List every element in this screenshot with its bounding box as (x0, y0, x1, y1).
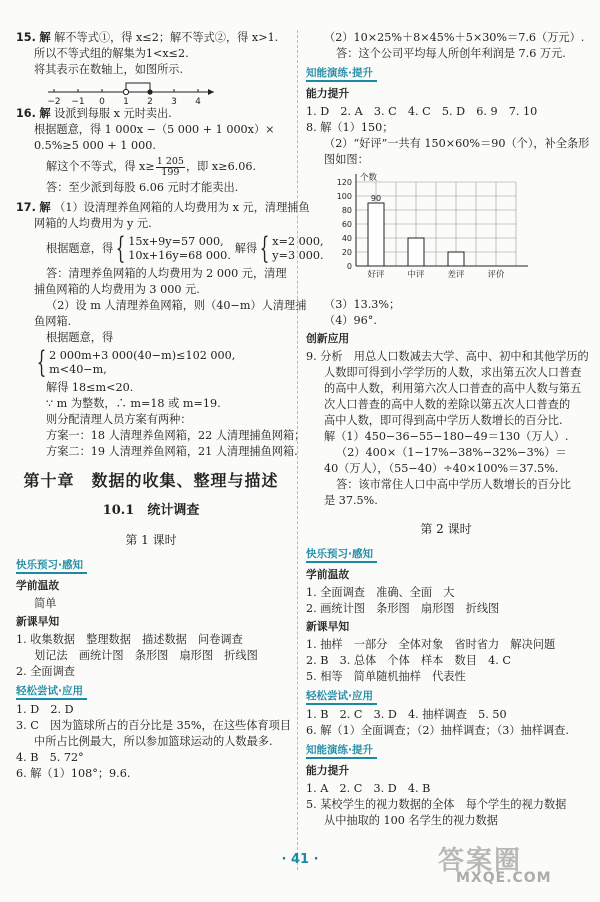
answer-line: 9. 分析 用总人口数减去大学、高中、初中和其他学历的 (306, 350, 589, 363)
solution-interval (126, 83, 150, 92)
tick-label: 2 (147, 97, 153, 106)
answer-line: 从中抽取的 100 名学生的视力数据 (324, 814, 498, 827)
bar (408, 238, 424, 266)
equation: x=2 000, (272, 235, 324, 248)
text-line: 答：清理养鱼网箱的人均费用为 2 000 元，清理 (46, 267, 287, 280)
bar-chart (326, 168, 566, 292)
inequality-system-line (16, 346, 286, 380)
problem-17 (16, 200, 310, 216)
text-line: 所以不等式组的解集为1<x≤2. (34, 47, 189, 60)
bar (368, 203, 384, 266)
equation-system (128, 235, 231, 263)
answer-line: 1. B 2. C 3. D 4. 抽样调查 5. 50 (306, 708, 507, 721)
text-line: （2）设 m 人清理养鱼网箱，则（40−m）人清理捕 (46, 299, 307, 312)
y-tick-label: 0 (346, 262, 352, 271)
answer-line: 5. 某校学生的视力数据的全体 每个学生的视力数据 (306, 798, 567, 811)
inequality: m<40−m, (49, 363, 107, 376)
lesson-title: 第 1 课时 (125, 533, 177, 547)
equation: y=3 000. (272, 249, 324, 262)
answer-line: 5. 相等 简单随机抽样 代表性 (306, 670, 466, 683)
answer-line: 的高中人数，利用第六次人口普查的高中人数与第五 (324, 382, 582, 395)
left-brace: { (36, 345, 47, 380)
answer-line: 1. 收集数据 整理数据 描述数据 问卷调查 (16, 633, 243, 646)
section-label: 知能演练·提升 (306, 743, 377, 759)
answer-line: 是 37.5%. (324, 494, 378, 507)
answer-line: 1. A 2. C 3. D 4. B (306, 782, 431, 795)
text-line: 方案二：19 人清理养鱼网箱，21 人清理捕鱼网箱. (46, 445, 298, 458)
answer-line: （2）“好评”一共有 150×60%＝90（个），补全条形 (324, 137, 590, 150)
tick-label: 0 (99, 97, 105, 106)
lesson-title: 第 2 课时 (420, 522, 472, 536)
text-line: 解得 18≤m<20. (46, 381, 134, 394)
answer-line: 6. 解（1）108°；9.6. (16, 767, 131, 780)
page-number: · 41 · (281, 852, 319, 867)
bar (448, 252, 464, 266)
tick-label: 4 (195, 97, 201, 106)
subsection-label: 能力提升 (306, 87, 350, 100)
y-tick-label: 20 (341, 248, 352, 257)
subsection-label: 新课早知 (306, 620, 350, 633)
answer-line: 图如图： (324, 153, 369, 166)
axis-arrow (208, 89, 214, 95)
section-label: 知能演练·提升 (306, 66, 377, 82)
watermark-text: 答案圈 (438, 846, 523, 876)
problem-15 (16, 30, 286, 46)
subsection-label: 学前温故 (16, 579, 60, 592)
answer-line: 划记法 画统计图 条形图 扇形图 折线图 (34, 649, 258, 662)
solution-label: 解 (39, 201, 51, 214)
number-line (46, 78, 256, 106)
y-tick-label: 120 (336, 178, 352, 187)
fraction-denominator: 199 (161, 166, 180, 178)
text-line: ，即 x≥6.06. (185, 160, 257, 173)
x-tick-label: 差评 (447, 270, 465, 280)
watermark-url: MXQE.COM (456, 870, 552, 886)
answer-line: 4. B 5. 72° (16, 751, 84, 764)
text-line: 解得 (234, 242, 258, 255)
chapter-title: 第十章 数据的收集、整理与描述 (23, 471, 279, 490)
equation: 10x+16y=68 000. (128, 249, 231, 262)
x-tick-label: 中评 (407, 270, 425, 280)
text-line: 方案一：18 人清理养鱼网箱，22 人清理捕鱼网箱； (46, 429, 306, 442)
answer-line: 2. 全面调查 (16, 665, 75, 678)
answer-line: 1. 全面调查 准确、全面 大 (306, 586, 455, 599)
inequality: 2 000m+3 000(40−m)≤102 000, (49, 349, 236, 362)
answer-line: （2）400×（1−17%−38%−32%−3%）＝ (336, 446, 567, 459)
equation: 15x+9y=57 000, (128, 235, 224, 248)
answer-line: 3. C 因为篮球所占的百分比是 35%，在这些体育项目 (16, 719, 291, 732)
text-line: 捕鱼网箱的人均费用为 3 000 元. (34, 283, 200, 296)
subsection-label: 能力提升 (306, 764, 350, 777)
subsection-label: 创新应用 (306, 332, 350, 345)
text-line: ∵ m 为整数，∴ m=18 或 m=19. (46, 397, 221, 410)
fraction (156, 157, 185, 178)
inequality-system (49, 349, 235, 377)
answer-line: 40（万人），（55−40）÷40×100%＝37.5%. (324, 462, 559, 475)
answer-line: 2. 画统计图 条形图 扇形图 折线图 (306, 602, 500, 615)
tick-label: 1 (123, 97, 129, 106)
tick-label: 3 (171, 97, 177, 106)
answer-line: 6. 解（1）全面调查；（2）抽样调查；（3）抽样调查. (306, 724, 569, 737)
equation-system-line (16, 231, 324, 266)
x-axis-label: 评价 (487, 270, 505, 280)
answer-line: 中所占比例最大，所以参加篮球运动的人数最多. (34, 735, 273, 748)
open-endpoint (123, 89, 128, 94)
text-line: 鱼网箱. (34, 315, 72, 328)
text-line: 解不等式①，得 x≤2；解不等式②，得 x>1. (54, 31, 279, 44)
text-line: 答：这个公司平均每人所创年利润是 7.6 万元. (336, 47, 566, 60)
y-tick-label: 40 (341, 234, 352, 243)
subsection-label: 学前温故 (306, 568, 350, 581)
problem-number: 15. (16, 31, 36, 44)
answer-line: 人数即可得到小学学历的人数，求出第五次人口普查 (324, 366, 582, 379)
answer-line: （4）96°. (324, 314, 377, 327)
subsection-label: 新课早知 (16, 615, 60, 628)
text-line: 根据题意，得 1 000x −（5 000 + 1 000x）× (34, 123, 275, 136)
answer-line: 高中人数，即可得到高中学历人数增长的百分比. (324, 414, 563, 427)
y-tick-label: 80 (341, 206, 352, 215)
closed-endpoint (147, 89, 152, 94)
watermark (438, 840, 588, 888)
text-line: 根据题意，得 (46, 331, 114, 344)
problem-number: 16. (16, 107, 36, 120)
answer-line: 次人口普查的高中人数的差除以第五次人口普查的 (324, 398, 571, 411)
section-label: 轻松尝试·应用 (306, 689, 377, 705)
section-label: 快乐预习·感知 (16, 558, 87, 574)
text-line: （1）设清理养鱼网箱的人均费用为 x 元，清理捕鱼 (54, 201, 310, 214)
text-line: 将其表示在数轴上，如图所示. (34, 63, 183, 76)
answer-line: 1. D 2. A 3. C 4. C 5. D 6. 9 7. 10 (306, 105, 538, 118)
answer-line: 简单 (34, 597, 57, 610)
tick-label: −2 (47, 97, 61, 106)
answer-line: （3）13.3%； (324, 298, 401, 311)
number-line-figure (16, 78, 286, 106)
text-line: 解这个不等式，得 x≥ (46, 160, 155, 173)
left-brace: { (259, 231, 270, 266)
answer-line: 8. 解（1）150； (306, 121, 394, 134)
text-line: 设派到每服 x 元时卖出. (54, 107, 172, 120)
x-tick-label: 好评 (367, 270, 385, 280)
y-axis-label: 个数 (360, 173, 378, 183)
y-tick-label: 60 (341, 220, 352, 229)
left-brace: { (115, 231, 126, 266)
section-label: 轻松尝试·应用 (16, 684, 87, 700)
section-title: 10.1 统计调查 (102, 503, 200, 518)
left-column (16, 30, 324, 782)
problem-16 (16, 106, 286, 122)
problem-number: 17. (16, 201, 36, 214)
bar-chart-figure (306, 168, 586, 297)
answer-line: 1. 抽样 一部分 全体对象 省时省力 解决问题 (306, 638, 556, 651)
tick-label: −1 (71, 97, 85, 106)
fraction-numerator: 1 205 (156, 155, 184, 167)
text-line: 答：至少派到每股 6.06 元时才能卖出. (46, 181, 239, 194)
text-line: （2）10×25%＋8×45%＋5×30%＝7.6（万元）. (324, 31, 585, 44)
text-line: 0.5%≥5 000 + 1 000. (34, 139, 156, 152)
data-label: 90 (370, 194, 382, 203)
answer-line: 2. B 3. 总体 个体 样本 数目 4. C (306, 654, 511, 667)
answer-line: 答：该市常住人口中高中学历人数增长的百分比 (336, 478, 571, 491)
column-divider (297, 30, 298, 870)
y-tick-label: 100 (336, 192, 352, 201)
right-column (306, 30, 590, 829)
text-line: 网箱的人均费用为 y 元. (34, 217, 152, 230)
answer-line: 解（1）450−36−55−180−49＝130（万人）. (324, 430, 569, 443)
answer-line: 1. D 2. D (16, 703, 74, 716)
section-label: 快乐预习·感知 (306, 547, 377, 563)
text-line: 根据题意，得 (46, 242, 114, 255)
solution-label: 解 (39, 107, 51, 120)
fraction-line (16, 154, 286, 180)
text-line: 则分配清理人员方案有两种： (46, 413, 192, 426)
solution-label: 解 (39, 31, 51, 44)
